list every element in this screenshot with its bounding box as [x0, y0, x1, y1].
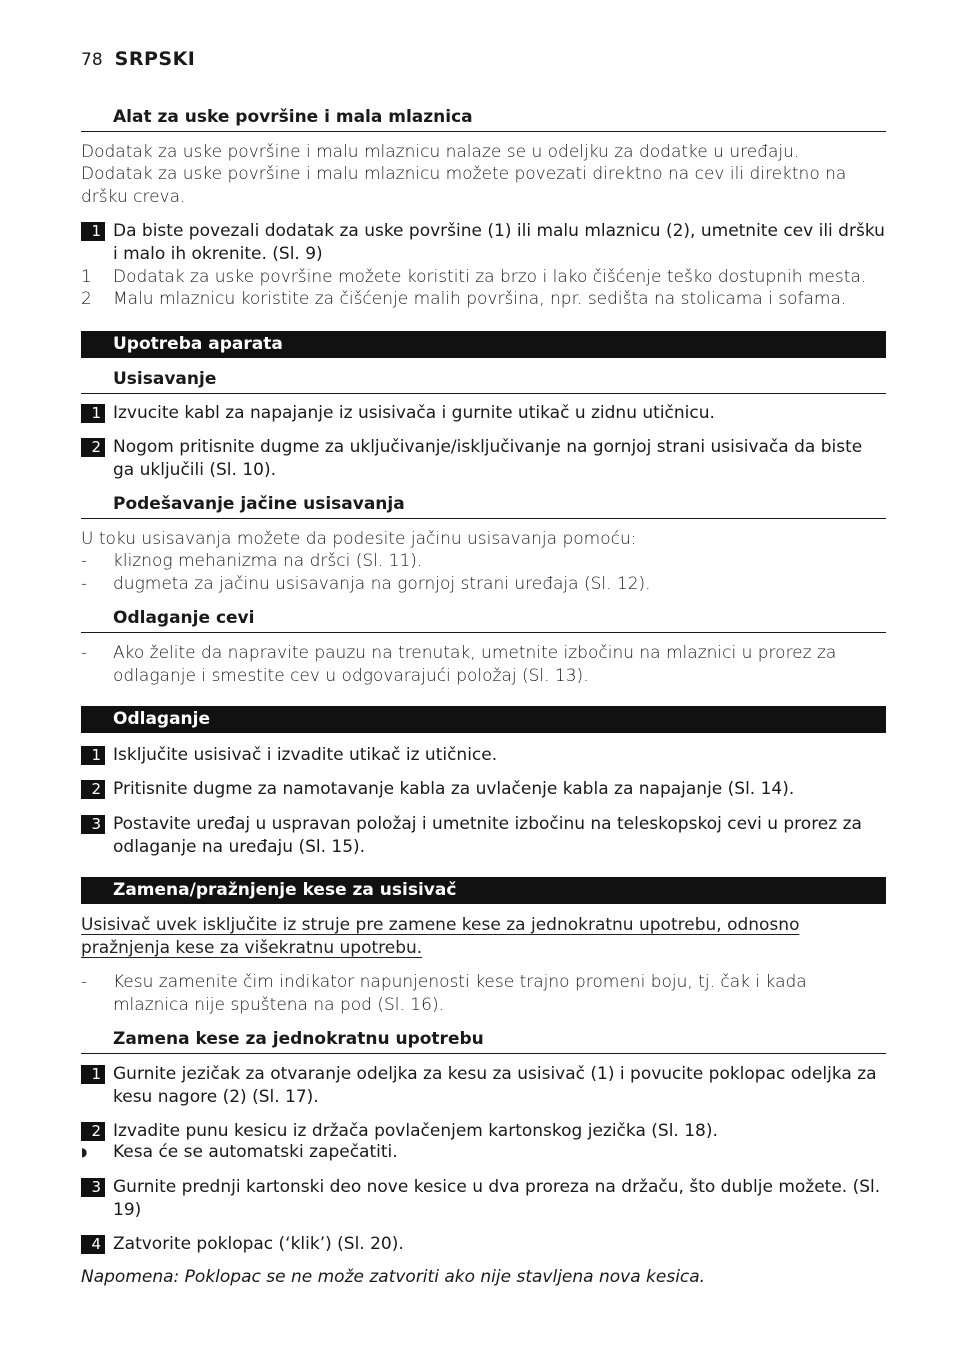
step-text: Gurnite prednji kartonski deo nove kesice u dva proreza na držaču, što dublje možete. (Sl. 19)	[113, 1177, 881, 1220]
section-heading-narrow-tool: Alat za uske površine i mala mlaznica	[81, 106, 886, 132]
step-item	[81, 1176, 886, 1221]
page-number: 78	[81, 50, 103, 70]
step-item	[81, 744, 886, 767]
step-text: Pritisnite dugme za namotavanje kabla za uvlačenje kabla za napajanje (Sl. 14).	[113, 779, 795, 799]
step-text: Izvucite kabl za napajanje iz usisivača i gurnite utikač u zidnu utičnicu.	[113, 403, 715, 423]
bullet-item	[81, 573, 886, 596]
paragraph: U toku usisavanja možete da podesite jačinu usisavanja pomoću:	[81, 529, 637, 549]
step-item	[81, 402, 886, 425]
step-number-badge: 2	[81, 1122, 105, 1141]
bullet-text: kliznog mehanizma na dršci (Sl. 11).	[113, 551, 423, 571]
step-item	[81, 813, 886, 858]
dash-marker: -	[81, 972, 88, 992]
step-number-badge: 1	[81, 746, 105, 765]
step-number-badge: 2	[81, 438, 105, 457]
step-number-badge: 4	[81, 1235, 105, 1254]
dash-marker: -	[81, 643, 88, 663]
step-text: Izvadite punu kesicu iz držača povlačenjem kartonskog jezička (Sl. 18).	[113, 1121, 718, 1141]
subheading-vacuuming: Usisavanje	[81, 368, 886, 394]
subheading-disposable-bag: Zamena kese za jednokratnu upotrebu	[81, 1028, 886, 1054]
numbered-note	[81, 266, 886, 289]
step-text: Isključite usisivač i izvadite utikač iz utičnice.	[113, 745, 498, 765]
step-text: Nogom pritisnite dugme za uključivanje/isključivanje na gornjoj strani usisivača da biste ga uključili (Sl. 10).	[113, 437, 863, 480]
note-text: Malu mlaznicu koristite za čišćenje malih površina, npr. sedišta na stolicama i sofama.	[113, 289, 847, 309]
bullet-text: Kesu zamenite čim indikator napunjenosti kese trajno promeni boju, tj. čak i kada mlaznica nije spuštena na pod (Sl. 16).	[113, 972, 807, 1015]
dash-marker: -	[81, 551, 88, 571]
step-item	[81, 1120, 886, 1143]
bullet-item	[81, 642, 886, 687]
step-text: Da biste povezali dodatak za uske površine (1) ili malu mlaznicu (2), umetnite cev ili dršku i malo ih okrenite. (Sl. 9)	[113, 221, 885, 264]
page-header	[81, 48, 195, 70]
step-number-badge: 1	[81, 222, 105, 241]
step-text: Zatvorite poklopac (‘klik’) (Sl. 20).	[113, 1234, 404, 1254]
section-bar-bag-replacement: Zamena/pražnjenje kese za usisivač	[81, 877, 886, 904]
note-text: Dodatak za uske površine možete koristiti za brzo i lako čišćenje teško dostupnih mesta.	[113, 267, 867, 287]
paragraph: Dodatak za uske površine i malu mlaznicu nalaze se u odeljku za dodatke u uređaju.	[81, 142, 800, 162]
step-text: Gurnite jezičak za otvaranje odeljka za kesu za usisivač (1) i povucite poklopac odeljka za kesu nagore (2) (Sl. 17).	[113, 1064, 877, 1107]
bullet-item	[81, 550, 886, 573]
subheading-tube-parking: Odlaganje cevi	[81, 607, 886, 633]
result-item	[81, 1141, 886, 1164]
note-number: 2	[81, 289, 92, 309]
numbered-note	[81, 288, 886, 311]
note-text: Napomena: Poklopac se ne može zatvoriti ako nije stavljena nova kesica.	[81, 1267, 706, 1287]
result-arrow-icon: ◗	[81, 1145, 88, 1159]
note-number: 1	[81, 267, 92, 287]
bullet-text: dugmeta za jačinu usisavanja na gornjoj strani uređaja (Sl. 12).	[113, 574, 651, 594]
step-item	[81, 436, 886, 481]
paragraph: Dodatak za uske površine i malu mlaznicu možete povezati direktno na cev ili direktno na dršku creva.	[81, 164, 847, 207]
step-number-badge: 1	[81, 404, 105, 423]
section-bar-usage: Upotreba aparata	[81, 331, 886, 358]
step-text: Postavite uređaj u uspravan položaj i umetnite izbočinu na teleskopskoj cevi u prorez za odlaganje na uređaju (Sl. 15).	[113, 814, 862, 857]
language-label: SRPSKI	[114, 48, 196, 70]
result-text: Kesa će se automatski zapečatiti.	[113, 1142, 398, 1162]
subheading-suction-power: Podešavanje jačine usisavanja	[81, 493, 886, 519]
step-number-badge: 2	[81, 780, 105, 799]
warning-text: Usisivač uvek isključite iz struje pre zamene kese za jednokratnu upotrebu, odnosno pražnjenja kese za višekratnu upotrebu.	[81, 915, 800, 958]
bullet-text: Ako želite da napravite pauzu na trenutak, umetnite izbočinu na mlaznici u prorez za odlaganje i smestite cev u odgovarajući položaj (Sl. 13).	[113, 643, 837, 686]
section-bar-storage: Odlaganje	[81, 706, 886, 733]
step-item	[81, 220, 886, 265]
step-item	[81, 1233, 886, 1256]
step-number-badge: 3	[81, 1178, 105, 1197]
step-number-badge: 3	[81, 815, 105, 834]
step-item	[81, 778, 886, 801]
step-number-badge: 1	[81, 1065, 105, 1084]
step-item	[81, 1063, 886, 1108]
dash-marker: -	[81, 574, 88, 594]
bullet-item	[81, 971, 886, 1016]
